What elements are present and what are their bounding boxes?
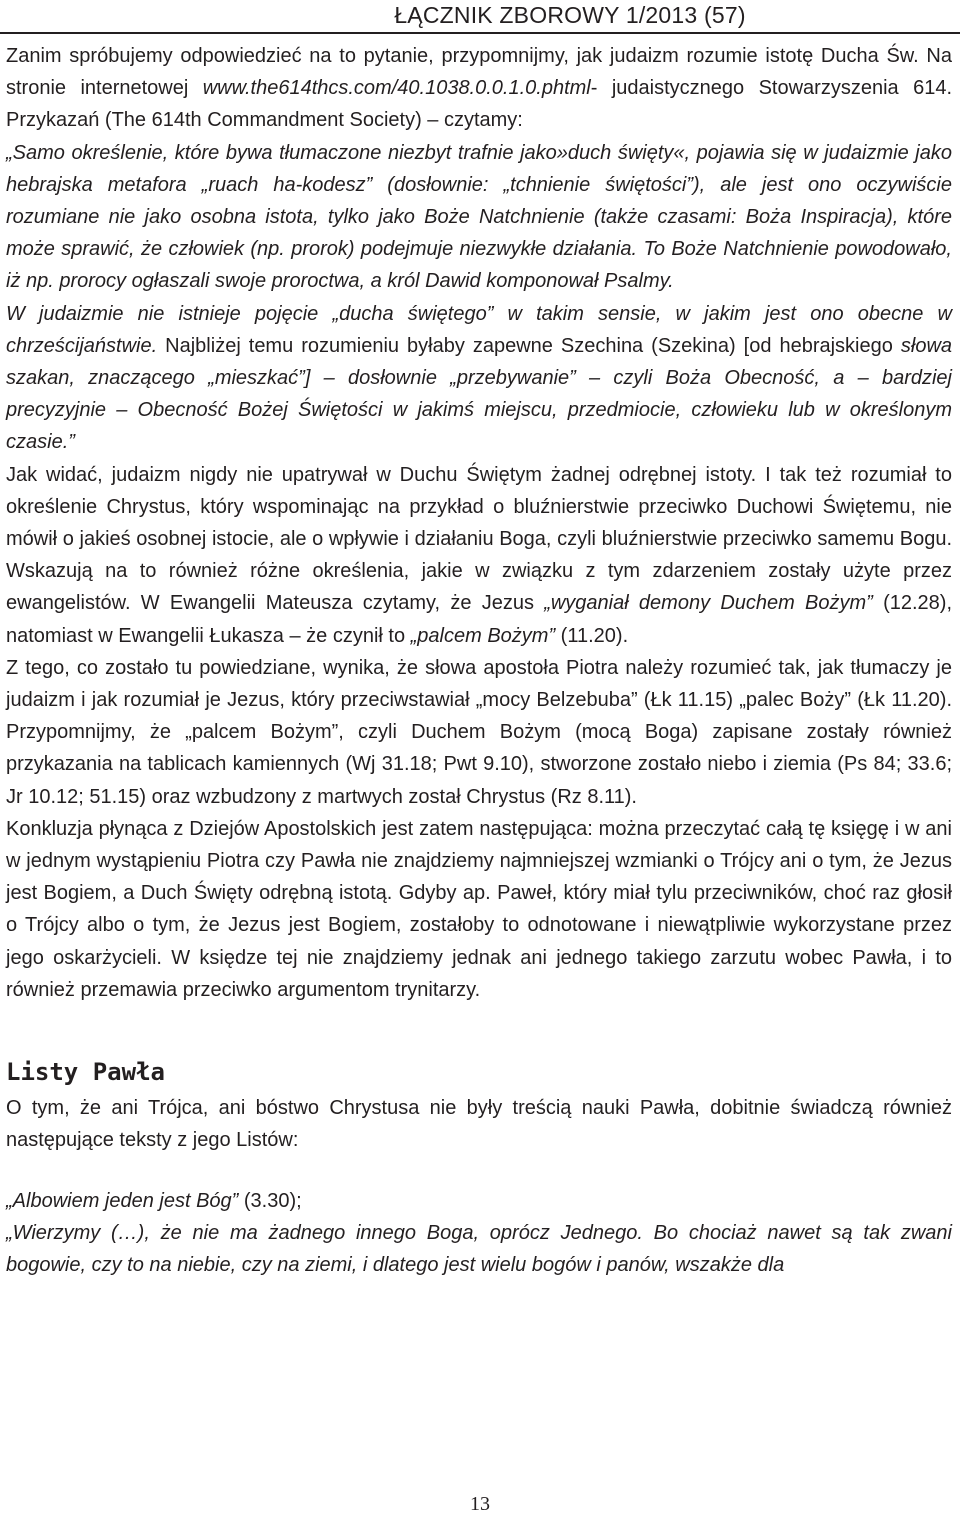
journal-title: ŁĄCZNIK ZBOROWY 1/2013 (57) (394, 2, 746, 28)
running-header (0, 0, 960, 32)
section-heading: Listy Pawła (6, 1058, 165, 1087)
quote-we-believe: „Wierzymy (…), że nie ma żadnego innego Boga, oprócz Jednego. Bo chociaż nawet są tak zwani bogowie, czy to na niebie, czy na ziemi, i dlatego jest wielu bogów i panów, wszakże dla (6, 1221, 952, 1276)
paragraph-peter: Z tego, co zostało tu powiedziane, wynika, że słowa apostoła Piotra należy rozumieć tak, jak tłumaczy je judaizm i jak rozumiał je Jezus, który przeciwstawiał „mocy Belzebuba” (Łk 11.15) „palec Boży” (Łk 11.20). Przypomnijmy, że „palcem Bożym”, czyli Duchem Bożym (mocą Boga) zapisane zostały również przykazania na tablicach kamiennych (Wj 31.18; Pwt 9.10), stworzone zostało niebo i ziemia (Ps 84; 33.6; Jr 10.12; 51.15) oraz wzbudzony z martwych został Chrystus (Rz 8.11). (6, 656, 952, 808)
page-number: 13 (470, 1493, 490, 1515)
paragraph-intro (6, 40, 952, 137)
article-body (6, 40, 952, 1281)
intro-text: Zanim spróbujemy odpowiedzieć na to pytanie, przypomnijmy, jak judaizm rozumie istotę Ducha Św. Na stronie internetowej (6, 45, 952, 100)
source-url: www.the614thcs.com/40.1038.0.0.1.0.phtml (202, 77, 591, 100)
spacer (6, 1157, 952, 1185)
quote-judaism: „Samo określenie, które bywa tłumaczone niezbyt trafnie jako»duch święty«, pojawia się w judaizmie jako hebrajska metafora „ruach ha-kodesz” (dosłownie: „tchnienie świętości”), ale jest ono oczywiście rozumiane nie jako osobna istota, tylko jako Boże Natchnienie (także czasami: Boża Inspiracja), które może sprawić, że człowiek (np. prorok) podejmuje niezwykłe działania. To Boże Natchnienie powodowało, iż np. prorocy ogłaszali swoje proroctwa, a król Dawid komponował Psalmy. (6, 141, 952, 293)
paragraph-letters: O tym, że ani Trójca, ani bóstwo Chrystusa nie były treścią nauki Pawła, dobitnie świadczą również następujące teksty z jego Listów: (6, 1097, 952, 1152)
spacer (6, 1006, 952, 1056)
header-rule (0, 32, 960, 34)
intro-text-cont: - judaistycznego Stowarzyszenia 614. Przykazań (The 614th Commandment Society) – czytamy: (6, 77, 952, 132)
paragraph-conclusion: Konkluzja płynąca z Dziejów Apostolskich jest zatem następująca: można przeczytać całą tę księgę i w ani w jednym wystąpieniu Piotra czy Pawła nie znajdziemy najmniejszej wzmianki o Trójcy ani o tym, że Jezus jest Bogiem, a Duch Święty odrębną istotą. Gdyby ap. Paweł, który miał tylu przeciwników, choć raz głosił o Trójcy albo o tym, że Jezus jest Bogiem, zostałoby to odnotowane i niewątpliwie wykorzystane przez jego oskarżycieli. W księdze tej nie znajdziemy jednak ani jednego takiego zarzutu wobec Pawła, i to również przemawia przeciwko argumentom trynitarzy. (6, 817, 952, 1001)
paragraph-christ: Jak widać, judaizm nigdy nie upatrywał w Duchu Świętym żadnej odrębnej istoty. I tak też rozumiał to określenie Chrystus, który wspominając na przykład o bluźnierstwie przeciwko Duchowi Świętemu, nie mówił o jakieś osobnej istocie, ale o wpływie i działaniu Boga, czyli bluźnierstwie przeciwko samemu Bogu. Wskazują na to również różne określenia, jakie w związku z tym zdarzeniem zostały użyte przez ewangelistów. W Ewangelii Mateusza czytamy, że Jezus „wyganiał demony Duchem Bożym” (12.28), natomiast w Ewangelii Łukasza – że czynił to „palcem Bożym” (11.20). (6, 463, 952, 647)
paragraph-szechina: W judaizmie nie istnieje pojęcie „ducha świętego” w takim sensie, w jakim jest ono obecne w chrześcijaństwie. Najbliżej temu rozumieniu byłaby zapewne Szechina (Szekina) [od hebrajskiego słowa szakan, znaczącego „mieszkać”] – dosłownie „przebywanie” – czyli Boża Obecność, a – bardziej precyzyjnie – Obecność Bożej Świętości w jakimś miejscu, przedmiocie, człowieku lub w określonym czasie.” (6, 302, 953, 454)
quote-one-god: „Albowiem jeden jest Bóg” (3.30); (6, 1189, 302, 1212)
